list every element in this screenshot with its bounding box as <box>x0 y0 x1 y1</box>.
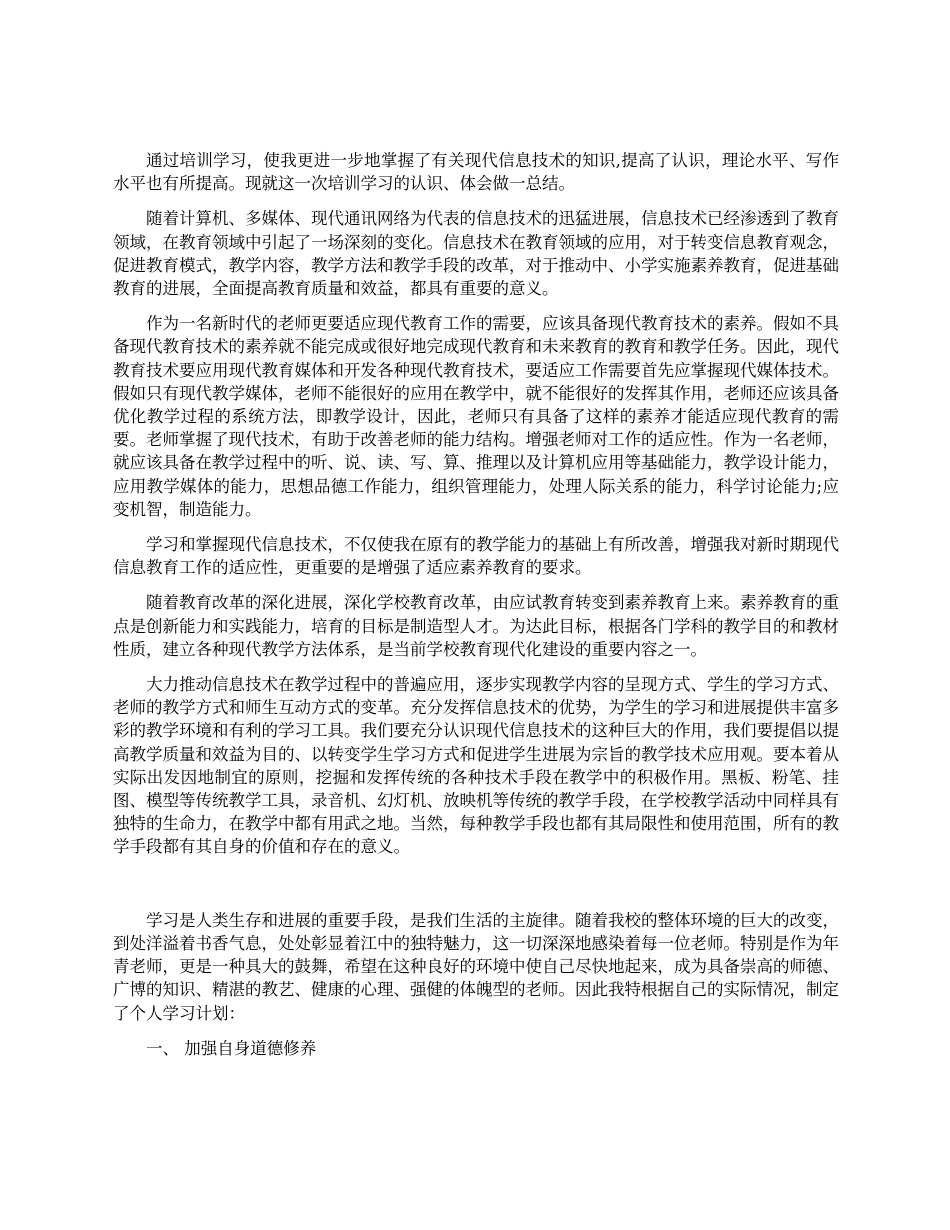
section-gap <box>113 871 839 909</box>
paragraph-intro: 通过培训学习，使我更进一步地掌握了有关现代信息技术的知识,提高了认识，理论水平、写作水平也有所提高。现就这一次培训学习的认识、体会做一总结。 <box>113 151 839 194</box>
paragraph-promote-it-teaching: 大力推动信息技术在教学过程中的普遍应用，逐步实现教学内容的呈现方式、学生的学习方式、老师的教学方式和师生互动方式的变革。充分发挥信息技术的优势，为学生的学习和进展提供丰富多彩的教学环境和有利的学习工具。我们要充分认识现代信息技术的这种巨大的作用，我们要提倡以提高教学质量和效益为目的、以转变学生学习方式和促进学生进展为宗旨的教学技术应用观。要本着从实际出发因地制宜的原则，挖掘和发挥传统的各种技术手段在教学中的积极作用。黑板、粉笔、挂图、模型等传统教学工具，录音机、幻灯机、放映机等传统的教学手段，在学校教学活动中同样具有独特的生命力，在教学中都有用武之地。当然，每种教学手段也都有其局限性和使用范围，所有的教学手段都有其自身的价值和存在的意义。 <box>113 675 839 857</box>
paragraph-teacher-literacy: 作为一名新时代的老师更要适应现代教育工作的需要，应该具备现代教育技术的素养。假如不具备现代教育技术的素养就不能完成或很好地完成现代教育和未来教育的教育和教学任务。因此，现代教育技术要应用现代教育媒体和开发各种现代教育技术，要适应工作需要首先应掌握现代媒体技术。假如只有现代教学媒体，老师不能很好的应用在教学中，就不能很好的发挥其作用，老师还应该具备优化教学过程的系统方法，即教学设计，因此，老师只有具备了这样的素养才能适应现代教育的需要。老师掌握了现代技术，有助于改善老师的能力结构。增强老师对工作的适应性。作为一名老师，就应该具备在教学过程中的听、说、读、写、算、推理以及计算机应用等基础能力，教学设计能力，应用教学媒体的能力，思想品德工作能力，组织管理能力，处理人际关系的能力，科学讨论能力;应变机智，制造能力。 <box>113 314 839 519</box>
document-page <box>113 149 839 1060</box>
paragraph-it-development: 随着计算机、多媒体、现代通讯网络为代表的信息技术的迅猛进展，信息技术已经渗透到了教育领域，在教育领域中引起了一场深刻的变化。信息技术在教育领域的应用，对于转变信息教育观念，促进教育模式，教学内容，教学方法和教学手段的改革，对于推动中、小学实施素养教育，促进基础教育的进展，全面提高教育质量和效益，都具有重要的意义。 <box>113 209 839 299</box>
paragraph-education-reform: 随着教育改革的深化进展，深化学校教育改革，由应试教育转变到素养教育上来。素养教育的重点是创新能力和实践能力，培育的目标是制造型人才。为达此目标，根据各门学科的教学目的和教材性质，建立各种现代教学方法体系，是当前学校教育现代化建设的重要内容之一。 <box>113 593 839 659</box>
paragraph-mastering-it: 学习和掌握现代信息技术，不仅使我在原有的教学能力的基础上有所改善，增强我对新时期现代信息教育工作的适应性，更重要的是增强了适应素养教育的要求。 <box>113 535 839 578</box>
section-heading: 一、 加强自身道德修养 <box>146 1038 317 1058</box>
paragraph-study-plan-intro: 学习是人类生存和进展的重要手段，是我们生活的主旋律。随着我校的整体环境的巨大的改变，到处洋溢着书香气息，处处彰显着江中的独特魅力，这一切深深地感染着每一位老师。特别是作为年青老师，更是一种具大的鼓舞，希望在这种良好的环境中使自己尽快地起来，成为具备崇高的师德、广博的知识、精湛的教艺、健康的心理、强健的体魄型的老师。因此我特根据自己的实际情况，制定了个人学习计划： <box>113 910 839 1023</box>
